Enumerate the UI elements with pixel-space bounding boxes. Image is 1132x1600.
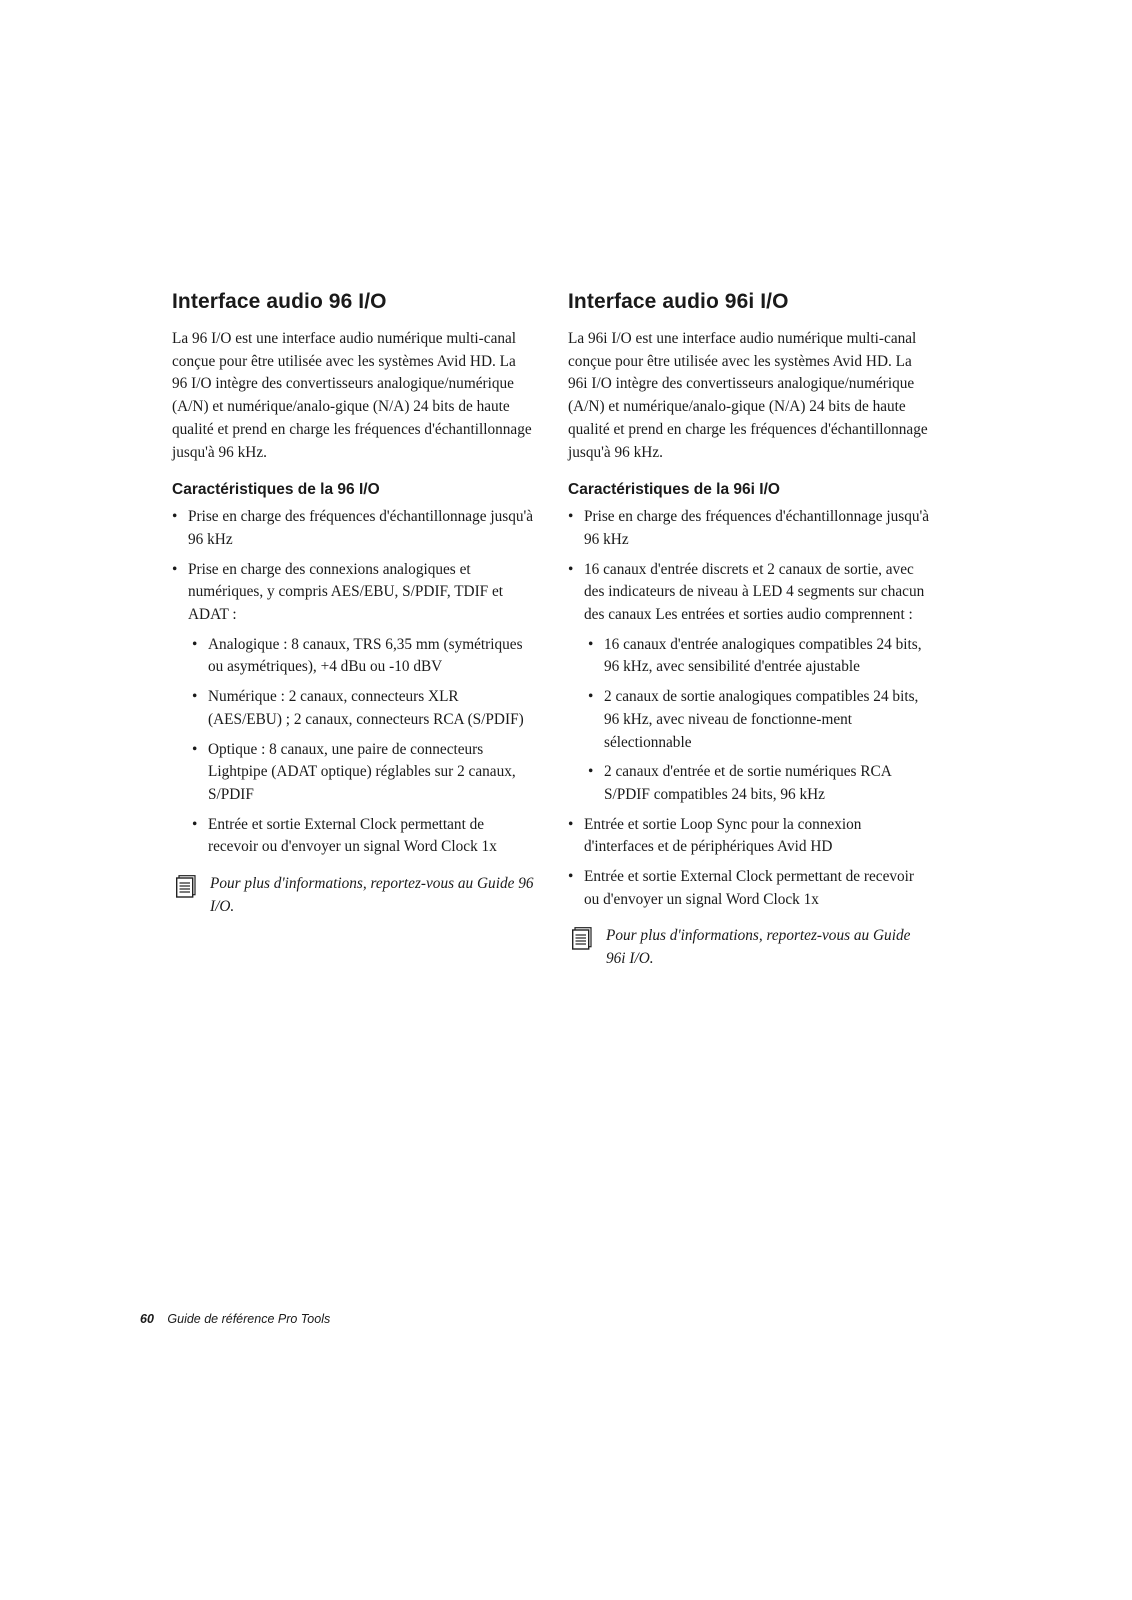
list-item xyxy=(568,814,930,859)
right-column xyxy=(568,290,930,971)
list-item xyxy=(568,506,930,551)
sub-feature-list xyxy=(584,634,930,807)
bullet-marker: • xyxy=(568,508,574,526)
sub-list-item xyxy=(584,686,930,754)
sub-list-item xyxy=(188,634,534,679)
bullet-marker: • xyxy=(192,635,198,653)
bullet-marker: • xyxy=(192,815,198,833)
list-item-text: Entrée et sortie Loop Sync pour la connexion d'interfaces et de périphériques Avid HD xyxy=(584,815,862,856)
note-document-icon xyxy=(176,875,196,907)
sub-list-item-text: Entrée et sortie External Clock permettant de recevoir ou d'envoyer un signal Word Clock 1x xyxy=(208,815,497,856)
bullet-marker: • xyxy=(192,740,198,758)
bullet-marker: • xyxy=(588,688,594,706)
list-item-text: Prise en charge des fréquences d'échantillonnage jusqu'à 96 kHz xyxy=(188,508,534,548)
bullet-marker: • xyxy=(588,635,594,653)
sub-list-item-text: Optique : 8 canaux, une paire de connecteurs Lightpipe (ADAT optique) réglables sur 2 canaux, S/PDIF xyxy=(208,740,516,803)
note-text: Pour plus d'informations, reportez-vous au Guide 96i I/O. xyxy=(606,927,911,968)
bullet-marker: • xyxy=(172,508,178,526)
footer-title: Guide de référence Pro Tools xyxy=(167,1312,331,1326)
sub-list-item xyxy=(584,761,930,806)
list-item xyxy=(568,866,930,911)
list-item-text: Prise en charge des fréquences d'échantillonnage jusqu'à 96 kHz xyxy=(584,508,930,548)
list-item xyxy=(172,506,534,551)
section-title: Interface audio 96i I/O xyxy=(568,290,789,313)
sub-list-item xyxy=(584,634,930,679)
list-item xyxy=(172,559,534,859)
bullet-marker: • xyxy=(568,560,574,578)
page-number: 60 xyxy=(140,1312,154,1326)
note-document-icon xyxy=(572,927,592,959)
note-text: Pour plus d'informations, reportez-vous au Guide 96 I/O. xyxy=(210,875,534,915)
sub-list-item-text: Analogique : 8 canaux, TRS 6,35 mm (symétriques ou asymétriques), +4 dBu ou -10 dBV xyxy=(208,635,523,676)
note-block xyxy=(568,925,930,970)
sub-list-item xyxy=(188,814,534,859)
left-column xyxy=(172,290,534,918)
sub-list-item-text: Numérique : 2 canaux, connecteurs XLR (AES/EBU) ; 2 canaux, connecteurs RCA (S/PDIF) xyxy=(208,688,524,728)
feature-list xyxy=(172,506,534,859)
note-block xyxy=(172,873,534,918)
intro-paragraph: La 96i I/O est une interface audio numérique multi-canal conçue pour être utilisée avec les systèmes Avid HD. La 96i I/O intègre des convertisseurs analogique/numérique (A/N) et numérique/analo-gique (N/A) 24 bits de haute qualité et prend en charge les fréquences d'échantillonnage jusqu'à 96 kHz. xyxy=(568,330,928,461)
list-item-text: Prise en charge des connexions analogiques et numériques, y compris AES/EBU, S/PDIF, TDIF et ADAT : xyxy=(188,560,504,624)
bullet-marker: • xyxy=(588,763,594,781)
list-item-text: Entrée et sortie External Clock permettant de recevoir ou d'envoyer un signal Word Clock 1x xyxy=(584,868,915,908)
list-item xyxy=(568,559,930,807)
list-item-text: 16 canaux d'entrée discrets et 2 canaux de sortie, avec des indicateurs de niveau à LED 4 segments sur chacun des canaux Les entrées et sorties audio comprennent : xyxy=(584,560,925,624)
intro-paragraph: La 96 I/O est une interface audio numérique multi-canal conçue pour être utilisée avec les systèmes Avid HD. La 96 I/O intègre des convertisseurs analogique/numérique (A/N) et numérique/analo-gique (N/A) 24 bits de haute qualité et prend en charge les fréquences d'échantillonnage jusqu'à 96 kHz. xyxy=(172,330,532,461)
features-heading: Caractéristiques de la 96i I/O xyxy=(568,481,780,499)
bullet-marker: • xyxy=(568,868,574,886)
sub-list-item xyxy=(188,686,534,731)
feature-list xyxy=(568,506,930,911)
bullet-marker: • xyxy=(192,688,198,706)
page-footer xyxy=(140,1312,330,1326)
features-heading: Caractéristiques de la 96 I/O xyxy=(172,481,380,499)
section-title: Interface audio 96 I/O xyxy=(172,290,387,313)
sub-list-item-text: 2 canaux de sortie analogiques compatibles 24 bits, 96 kHz, avec niveau de fonctionne-ment sélectionnable xyxy=(604,688,919,751)
bullet-marker: • xyxy=(568,815,574,833)
sub-list-item-text: 16 canaux d'entrée analogiques compatibles 24 bits, 96 kHz, avec sensibilité d'entrée ajustable xyxy=(604,635,922,676)
sub-list-item-text: 2 canaux d'entrée et de sortie numériques RCA S/PDIF compatibles 24 bits, 96 kHz xyxy=(604,763,891,803)
sub-feature-list xyxy=(188,634,534,859)
sub-list-item xyxy=(188,739,534,807)
bullet-marker: • xyxy=(172,560,178,578)
